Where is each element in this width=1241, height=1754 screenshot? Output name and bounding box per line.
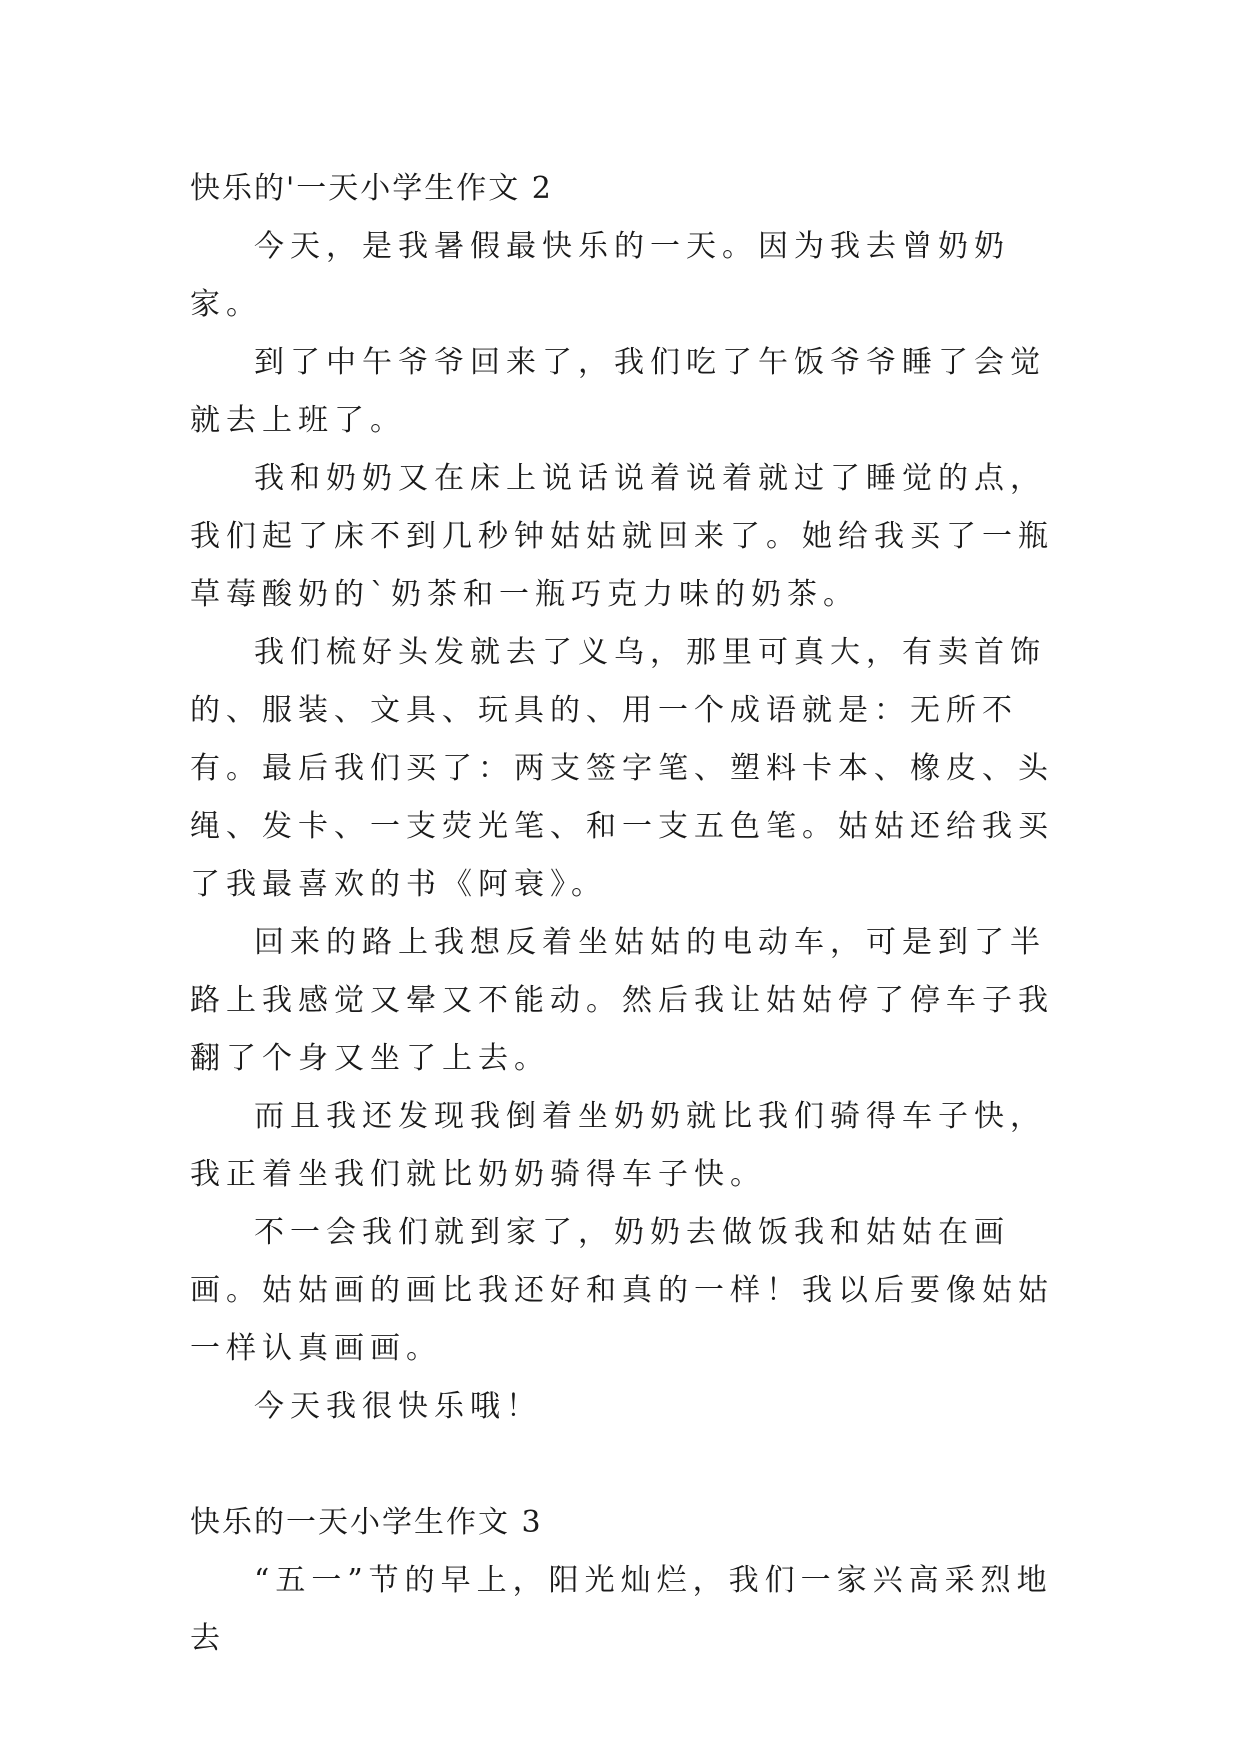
paragraph: 不一会我们就到家了，奶奶去做饭我和姑姑在画画。姑姑画的画比我还好和真的一样！我以后要像姑姑一样认真画画。 xyxy=(190,1215,1054,1366)
document-body xyxy=(190,160,1060,1668)
essay-title: 快乐的'一天小学生作文 2 xyxy=(190,171,553,206)
essay-title: 快乐的一天小学生作文 3 xyxy=(190,1505,543,1540)
paragraph: 我们梳好头发就去了义乌，那里可真大，有卖首饰的、服装、文具、玩具的、用一个成语就是：无所不有。最后我们买了：两支签字笔、塑料卡本、橡皮、头绳、发卡、一支荧光笔、和一支五色笔。姑姑还给我买了我最喜欢的书《阿衰》。 xyxy=(190,635,1054,902)
paragraph: 我和奶奶又在床上说话说着说着就过了睡觉的点，我们起了床不到几秒钟姑姑就回来了。她给我买了一瓶草莓酸奶的`奶茶和一瓶巧克力味的奶茶。 xyxy=(190,461,1054,612)
paragraph: 到了中午爷爷回来了，我们吃了午饭爷爷睡了会觉就去上班了。 xyxy=(190,345,1046,438)
paragraph: 今天我很快乐哦！ xyxy=(254,1389,542,1424)
paragraph: 今天，是我暑假最快乐的一天。因为我去曾奶奶家。 xyxy=(190,229,1010,322)
paragraph: “五一”节的早上，阳光灿烂，我们一家兴高采烈地去 xyxy=(190,1563,1053,1656)
paragraph: 而且我还发现我倒着坐奶奶就比我们骑得车子快，我正着坐我们就比奶奶骑得车子快。 xyxy=(190,1099,1046,1192)
paragraph: 回来的路上我想反着坐姑姑的电动车，可是到了半路上我感觉又晕又不能动。然后我让姑姑停了停车子我翻了个身又坐了上去。 xyxy=(190,925,1054,1076)
section-spacer xyxy=(190,1436,1060,1494)
